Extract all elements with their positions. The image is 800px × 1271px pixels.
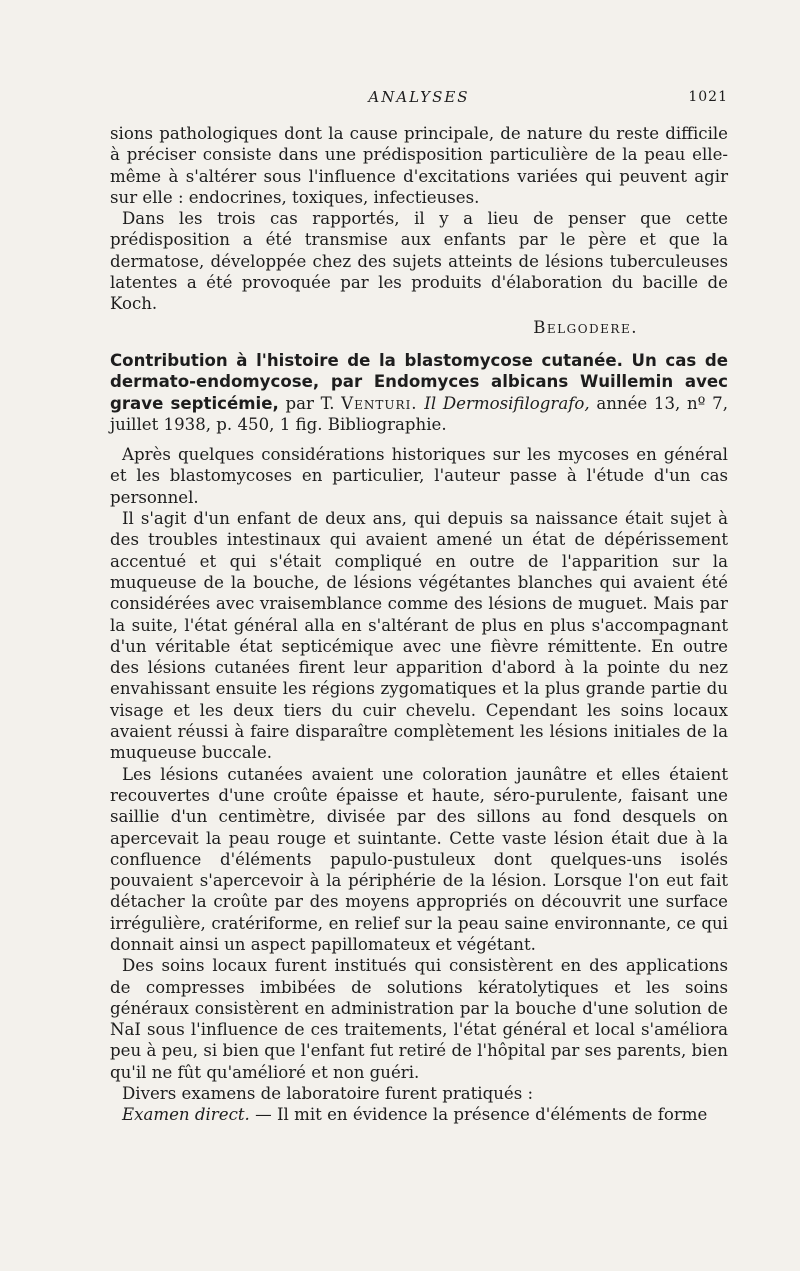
article-by: par T. [285,393,335,413]
page-body [110,123,728,1126]
article-heading [110,350,728,435]
article-paragraph: Après quelques considérations historiques sur les mycoses en général et les blastomycoses en particulier, l'auteur passe à l'étude d'un cas personnel. [110,445,728,507]
article-paragraph: Des soins locaux furent institués qui consistèrent en des applications de compresses imbibées de solutions kératolytiques et les soins généraux consistèrent en administration par la bouche d'une solution de NaI sous l'influence de ces traitements, l'état général et local s'améliora peu à peu, si bien que l'enfant fut retiré de l'hôpital par ses parents, bien qu'il ne fût qu'amélioré et non guéri. [110,956,728,1082]
article-paragraph: Les lésions cutanées avaient une coloration jaunâtre et elles étaient recouvertes d'une croûte épaisse et haute, séro-purulente, faisant une saillie d'un centimètre, divisée par des sillons au fond desquels on apercevait la peau rouge et suintante. Cette vaste lésion était due à la confluence d'éléments papulo-pustuleux dont quelques-uns isolés pouvaient s'apercevoir à la périphérie de la lésion. Lorsque l'on eut fait détacher la croûte par des moyens appropriés on découvrit une surface irrégulière, cratériforme, en relief sur la peau saine environnante, ce qui donnait ainsi un aspect papillomateux et végétant. [110,764,728,954]
article-journal: Il Dermosifilografo, [424,393,590,413]
article-paragraph: Il s'agit d'un enfant de deux ans, qui depuis sa naissance était sujet à des troubles intestinaux qui avaient amené un état de dépérissement accentué et qui s'était compliqué en outre de l'apparition sur la muqueuse de la bouche, de lésions végétantes blanches qui avaient été considérées avec vraisemblance comme des lésions de muguet. Mais par la suite, l'état général alla en s'altérant de plus en plus s'accompagnant d'un véritable état septicémique avec une fièvre rémittente. En outre des lésions cutanées firent leur apparition d'abord à la pointe du nez envahissant ensuite les régions zygomatiques et la plus grande partie du visage et les deux tiers du cuir chevelu. Cependant les soins locaux avaient réussi à faire disparaître complètement les lésions initiales de la muqueuse buccale. [110,509,728,763]
continuation-paragraph: Dans les trois cas rapportés, il y a lieu de penser que cette prédisposition a été transmise aux enfants par le père et que la dermatose, développée chez des sujets atteints de lésions tuberculeuses latentes a été provoquée par les produits d'élaboration du bacille de Koch. [110,209,728,314]
exam-text: — Il mit en évidence la présence d'éléments de forme [255,1105,708,1125]
running-title: ANALYSES [368,88,470,106]
article-author: Venturi. [341,393,418,413]
article-details: année 13, nº 7, juillet 1938, p. 450, 1 fig. Bibliographie. [110,393,728,434]
page-number: 1021 [688,89,728,105]
article-paragraph: Divers examens de laboratoire furent pratiqués : [122,1084,534,1104]
exam-label: Examen direct. [122,1105,250,1125]
reviewer-signature: Belgodere. [533,317,638,337]
exam-paragraph [110,1104,728,1125]
continuation-paragraph: sions pathologiques dont la cause principale, de nature du reste difficile à préciser consiste dans une prédisposition particulière de la peau elle-même à s'altérer sous l'influence d'excitations variées qui peuvent agir sur elle : endocrines, toxiques, infectieuses. [110,124,728,207]
article-title: Contribution à l'histoire de la blastomycose cutanée. Un cas de dermato-endomycose, par Endomyces albicans Wuillemin avec grave septicémie, [110,350,728,413]
page-header [110,88,728,110]
